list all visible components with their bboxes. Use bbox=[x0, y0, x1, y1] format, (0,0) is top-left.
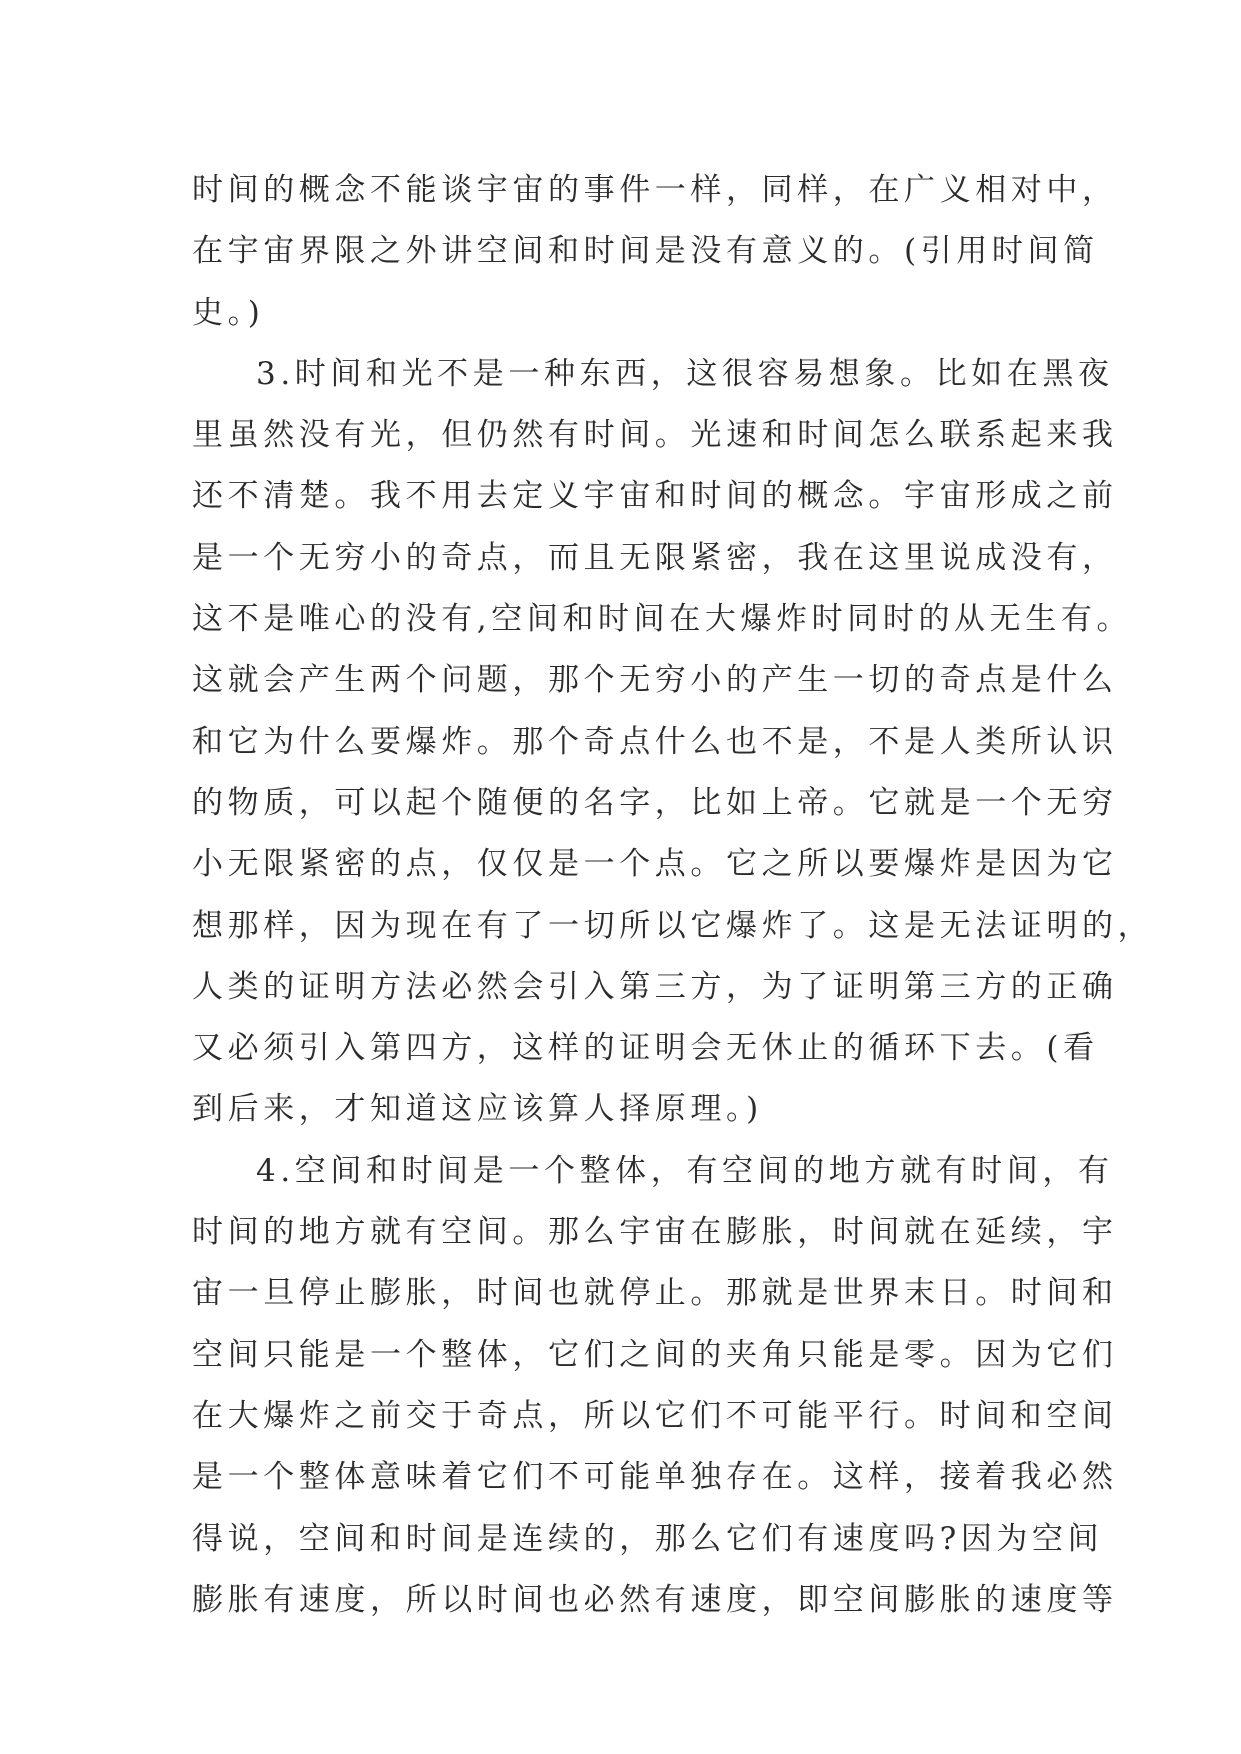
text-line: 宙一旦停止膨胀，时间也就停止。那就是世界末日。时间和 bbox=[192, 1275, 1118, 1312]
text-line: 这不是唯心的没有,空间和时间在大爆炸时同时的从无生有。 bbox=[192, 601, 1133, 638]
paragraph-3-first-line: 3.时间和光不是一种东西，这很容易想象。比如在黑夜 bbox=[256, 355, 1114, 392]
text-line: 是一个无穷小的奇点，而且无限紧密，我在这里说成没有， bbox=[192, 539, 1118, 576]
paragraph-4-first-line: 4.空间和时间是一个整体，有空间的地方就有时间，有 bbox=[256, 1152, 1114, 1189]
text-line: 时间的概念不能谈宇宙的事件一样，同样，在广义相对中， bbox=[192, 172, 1118, 208]
text-line: 空间只能是一个整体，它们之间的夹角只能是零。因为它们 bbox=[192, 1336, 1118, 1373]
text-line: 得说，空间和时间是连续的，那么它们有速度吗?因为空间 bbox=[192, 1520, 1104, 1557]
text-line: 人类的证明方法必然会引入第三方，为了证明第三方的正确 bbox=[192, 968, 1118, 1005]
text-line: 想那样，因为现在有了一切所以它爆炸了。这是无法证明的， bbox=[192, 907, 1154, 944]
text-line: 在宇宙界限之外讲空间和时间是没有意义的。(引用时间简 bbox=[192, 233, 1099, 270]
text-line: 和它为什么要爆炸。那个奇点什么也不是，不是人类所认识 bbox=[192, 723, 1118, 760]
text-line: 这就会产生两个问题，那个无穷小的产生一切的奇点是什么 bbox=[192, 662, 1118, 699]
text-line: 小无限紧密的点，仅仅是一个点。它之所以要爆炸是因为它 bbox=[192, 846, 1118, 883]
text-line: 史。) bbox=[192, 294, 265, 331]
text-line: 是一个整体意味着它们不可能单独存在。这样，接着我必然 bbox=[192, 1459, 1118, 1496]
text-line: 到后来，才知道这应该算人择原理。) bbox=[192, 1091, 763, 1128]
text-line: 里虽然没有光，但仍然有时间。光速和时间怎么联系起来我 bbox=[192, 417, 1118, 454]
text-line: 的物质，可以起个随便的名字，比如上帝。它就是一个无穷 bbox=[192, 784, 1118, 821]
text-line: 在大爆炸之前交于奇点，所以它们不可能平行。时间和空间 bbox=[192, 1397, 1118, 1434]
text-line: 又必须引入第四方，这样的证明会无休止的循环下去。(看 bbox=[192, 1030, 1099, 1067]
body-text bbox=[192, 160, 1154, 1631]
text-line: 膨胀有速度，所以时间也必然有速度，即空间膨胀的速度等 bbox=[192, 1581, 1118, 1618]
text-line: 时间的地方就有空间。那么宇宙在膨胀，时间就在延续，宇 bbox=[192, 1214, 1118, 1251]
text-line: 还不清楚。我不用去定义宇宙和时间的概念。宇宙形成之前 bbox=[192, 478, 1118, 515]
